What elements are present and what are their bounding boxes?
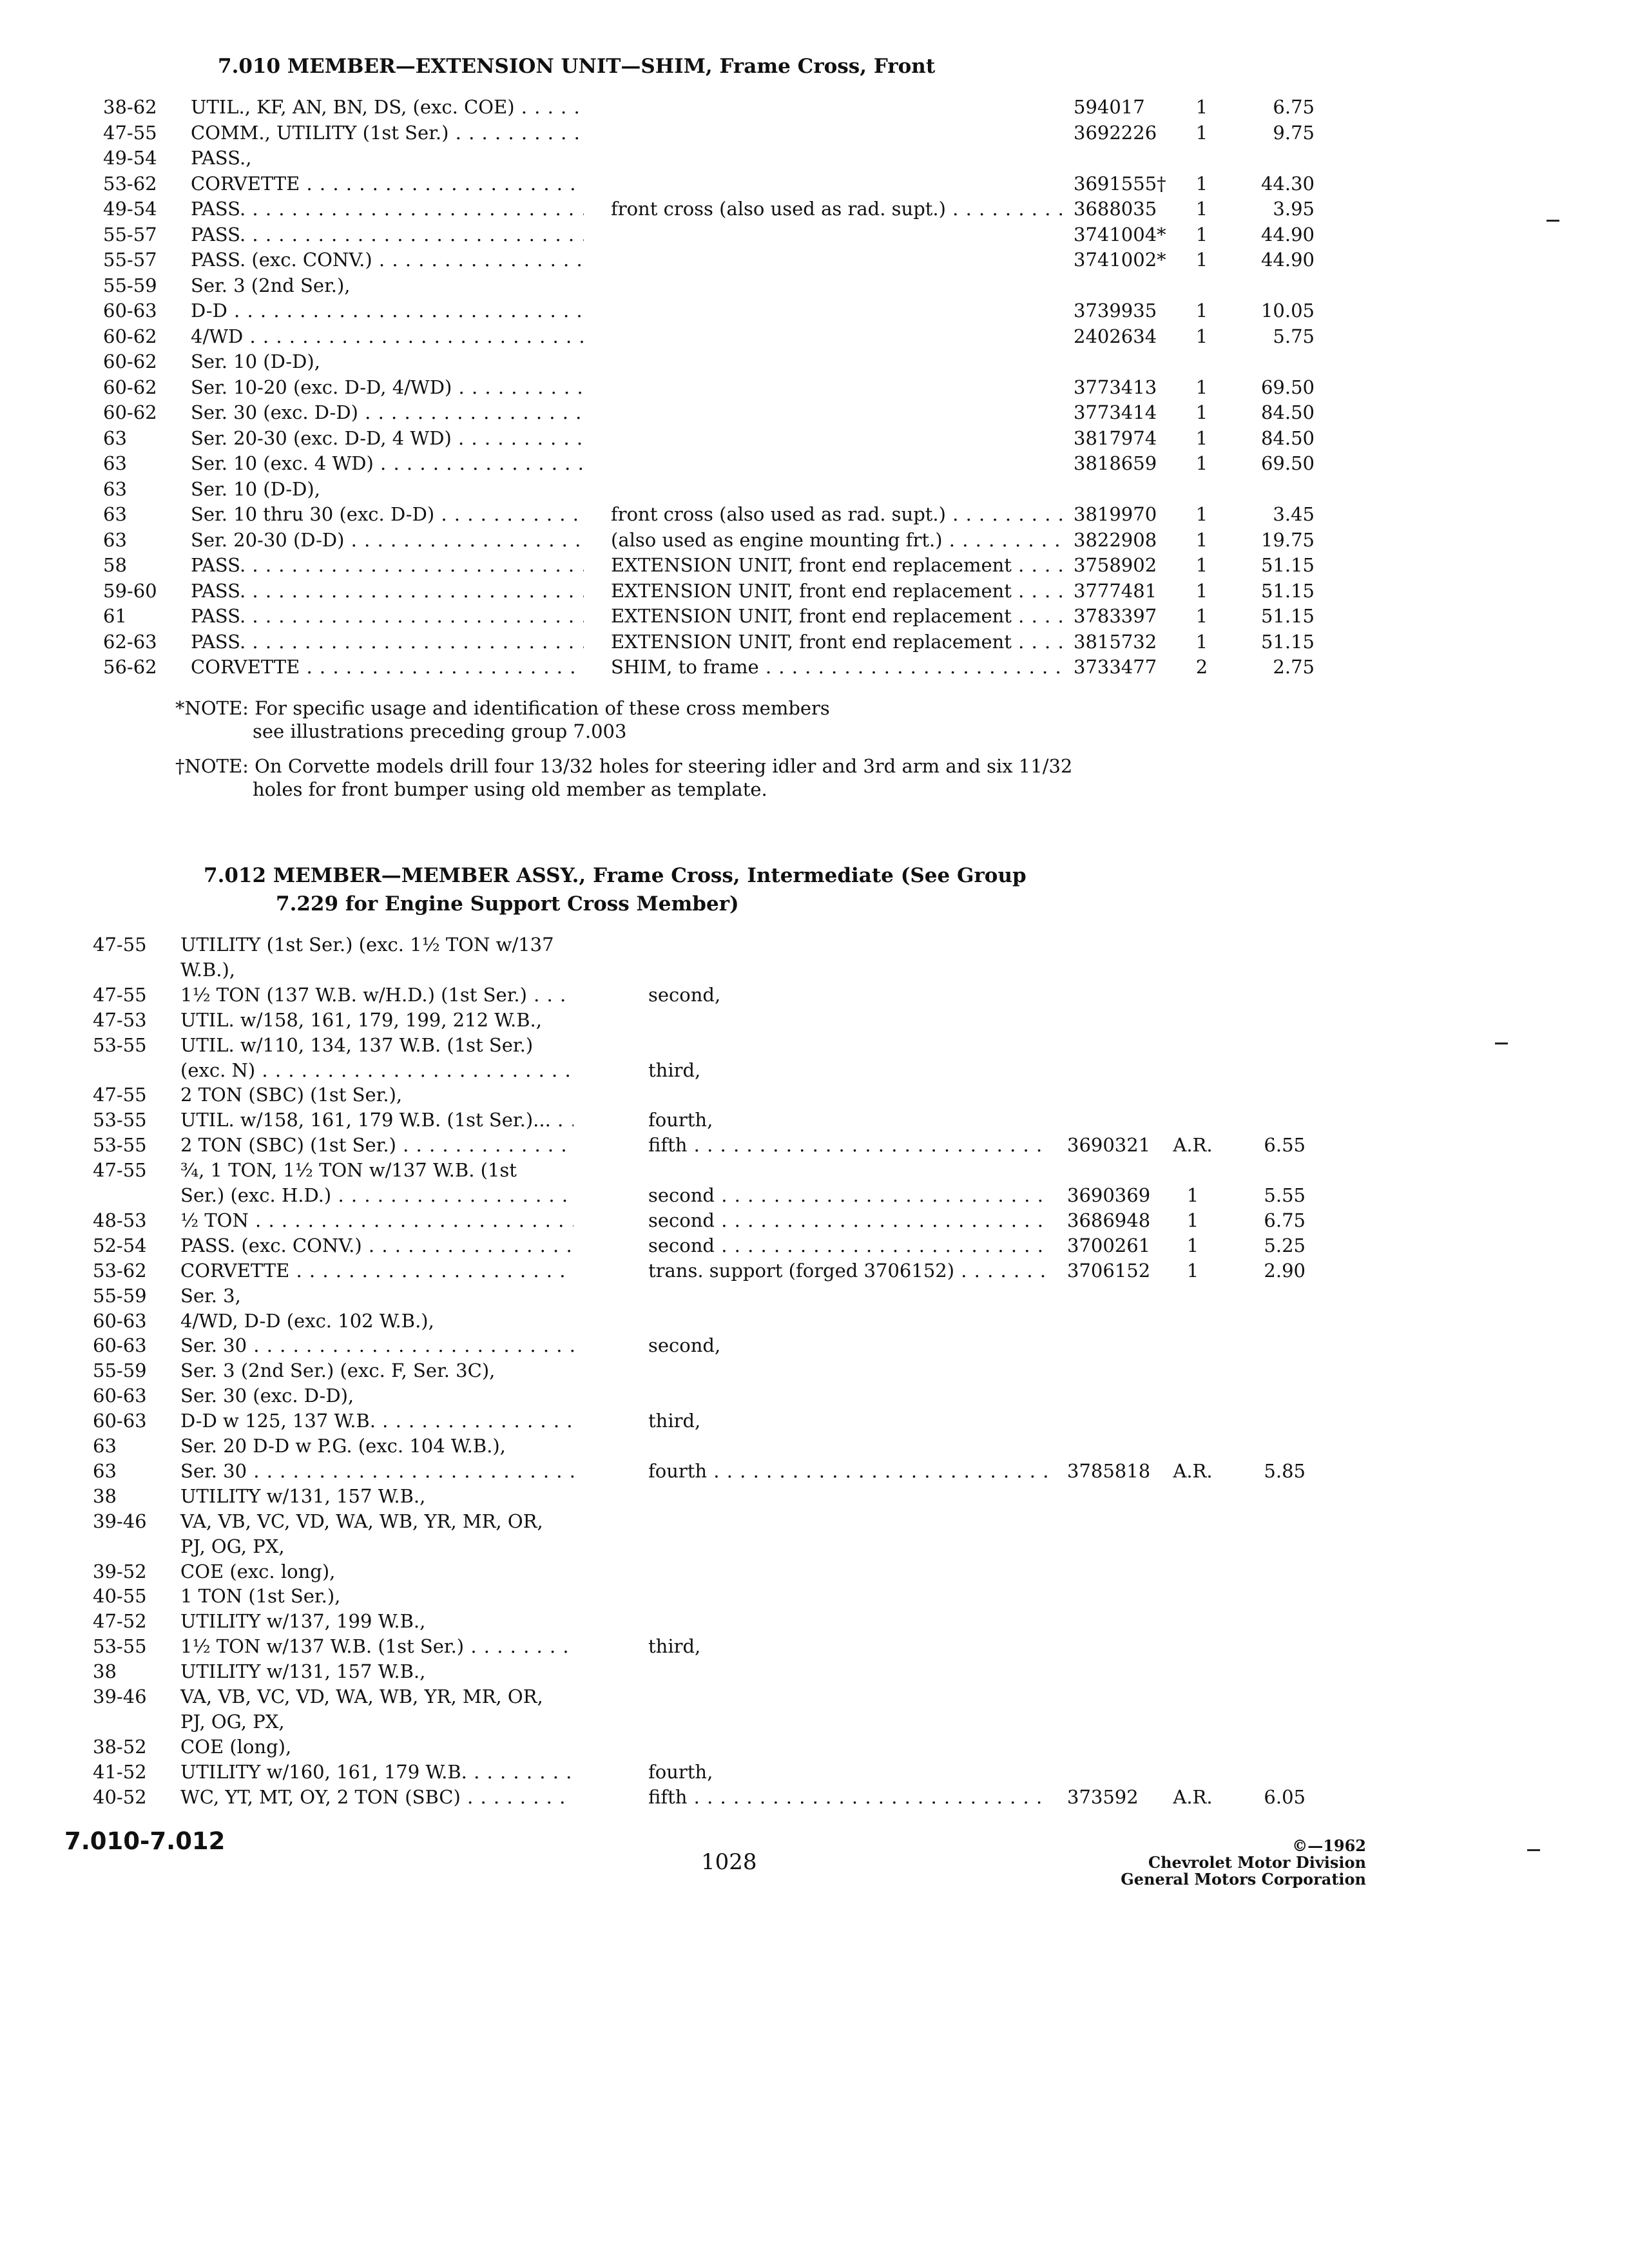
table-row (0, 528, 1629, 554)
list-price: 2.75 (1273, 656, 1315, 678)
quantity: 1 (1195, 401, 1208, 423)
part-specification: second, (648, 1334, 721, 1357)
table-row (0, 427, 1629, 452)
model-years: 39-46 (93, 1686, 147, 1707)
part-specification: front cross (also used as rad. supt.) . . . (611, 197, 1062, 220)
table-row (0, 579, 1629, 605)
part-number: 3785818 (1067, 1459, 1151, 1482)
model-years: 53-55 (93, 1635, 147, 1658)
model-description: CORVETTE . . . (191, 172, 584, 195)
table-row (0, 1158, 1629, 1184)
list-price: 19.75 (1260, 528, 1315, 551)
model-years: 41-52 (93, 1760, 147, 1783)
model-years: 39-52 (93, 1560, 147, 1582)
model-description: PASS. . . . (191, 553, 584, 577)
table-row (0, 1309, 1629, 1335)
table-row (0, 223, 1629, 249)
model-description: PJ, OG, PX, (180, 1535, 285, 1557)
model-description: Ser. 10-20 (exc. D-D, 4/WD) . . . (191, 376, 584, 399)
model-description: Ser. 30 . . . (180, 1459, 574, 1483)
part-specification: second . . . (648, 1209, 1048, 1232)
list-price: 3.45 (1273, 503, 1315, 525)
part-specification: EXTENSION UNIT, front end replacement . . . (611, 630, 1062, 653)
table-row (0, 1735, 1629, 1761)
table-row (0, 1610, 1629, 1635)
model-years: 53-62 (93, 1259, 147, 1282)
list-price: 51.15 (1260, 605, 1315, 627)
model-years: 55-59 (103, 274, 157, 296)
part-specification: fourth . . . (648, 1459, 1048, 1483)
model-years: 60-62 (103, 325, 157, 347)
part-number: 373592 (1067, 1785, 1139, 1808)
table-row (0, 1409, 1629, 1435)
list-price: 10.05 (1260, 300, 1315, 322)
table-row (0, 1184, 1629, 1209)
part-specification: fourth, (648, 1109, 713, 1131)
table-row (0, 325, 1629, 351)
list-price: 3.95 (1273, 198, 1315, 220)
margin-mark-3 (1527, 1849, 1540, 1851)
part-number: 2402634 (1074, 325, 1157, 347)
model-years: 60-63 (103, 300, 157, 322)
quantity: 1 (1195, 121, 1208, 144)
list-price: 44.90 (1260, 223, 1315, 245)
part-number: 3773413 (1074, 376, 1157, 398)
part-specification: third, (648, 1635, 701, 1658)
model-years: 60-63 (93, 1410, 147, 1432)
model-description: PASS. . . . (191, 223, 584, 246)
quantity: 1 (1186, 1209, 1199, 1231)
model-description: Ser. 3, (180, 1284, 241, 1307)
model-years: 55-59 (93, 1360, 147, 1382)
model-years: 62-63 (103, 630, 157, 653)
model-description: PASS. (exc. CONV.) . . . (180, 1234, 574, 1257)
model-years: 53-55 (93, 1109, 147, 1131)
model-description: WC, YT, MT, OY, 2 TON (SBC) . . . (180, 1785, 574, 1809)
list-price: 51.15 (1260, 554, 1315, 576)
model-years: 47-55 (93, 934, 147, 956)
table-row (0, 1760, 1629, 1786)
list-price: 5.55 (1264, 1184, 1306, 1206)
quantity: 1 (1195, 300, 1208, 322)
table-row (0, 503, 1629, 528)
part-specification: EXTENSION UNIT, front end replacement . . . (611, 553, 1062, 577)
table-row (0, 958, 1629, 984)
table-row (0, 933, 1629, 959)
table-row (0, 248, 1629, 274)
model-description: (exc. N) . . . (180, 1059, 574, 1082)
list-price: 5.85 (1264, 1459, 1306, 1482)
table-row (0, 121, 1629, 147)
quantity: 1 (1195, 249, 1208, 271)
model-years: 47-55 (93, 1084, 147, 1106)
model-years: 63 (93, 1459, 117, 1482)
list-price: 9.75 (1273, 121, 1315, 144)
section-heading-7-012-line2: 7.229 for Engine Support Cross Member) (276, 892, 739, 916)
table-row (0, 1584, 1629, 1610)
model-description: PASS. . . . (191, 197, 584, 220)
list-price: 6.05 (1264, 1785, 1306, 1808)
table-row (0, 146, 1629, 172)
quantity: 1 (1195, 630, 1208, 653)
model-years: 63 (103, 477, 127, 500)
model-years: 40-55 (93, 1585, 147, 1608)
quantity: A.R. (1173, 1459, 1213, 1482)
model-description: UTILITY w/137, 199 W.B., (180, 1610, 426, 1633)
model-description: VA, VB, VC, VD, WA, WB, YR, MR, OR, (180, 1686, 543, 1707)
list-price: 84.50 (1260, 401, 1315, 423)
quantity: 1 (1186, 1184, 1199, 1206)
part-specification: fifth . . . (648, 1133, 1048, 1157)
model-years: 53-55 (93, 1033, 147, 1056)
model-years: 63 (103, 503, 127, 525)
section-heading-7-012-line1: 7.012 MEMBER—MEMBER ASSY., Frame Cross, Intermediate (See Group (204, 864, 1027, 887)
note-dagger-line1: †NOTE: On Corvette models drill four 13/32 holes for steering idler and 3rd arm and six 11/32 (175, 755, 1073, 777)
part-number: 3783397 (1074, 605, 1157, 627)
quantity: 1 (1195, 528, 1208, 551)
table-row (0, 1459, 1629, 1485)
model-description: PASS. . . . (191, 579, 584, 602)
model-description: PASS. . . . (191, 630, 584, 653)
model-years: 61 (103, 605, 127, 627)
table-row (0, 1059, 1629, 1084)
quantity: 1 (1195, 503, 1208, 525)
model-description: Ser. 3 (2nd Ser.), (191, 274, 351, 296)
table-row (0, 1259, 1629, 1285)
list-price: 6.75 (1264, 1209, 1306, 1231)
table-row (0, 1108, 1629, 1134)
table-row (0, 1033, 1629, 1059)
model-description: COE (long), (180, 1735, 292, 1758)
part-number: 3733477 (1074, 656, 1157, 678)
model-description: PASS. . . . (191, 604, 584, 628)
table-row (0, 350, 1629, 376)
model-years: 56-62 (103, 656, 157, 678)
margin-mark-2 (1495, 1043, 1508, 1044)
model-description: UTILITY w/160, 161, 179 W.B. . . . (180, 1760, 574, 1783)
part-number: 3741002* (1074, 249, 1166, 271)
model-description: W.B.), (180, 958, 236, 981)
quantity: 1 (1195, 427, 1208, 449)
model-years: 63 (103, 427, 127, 449)
note-asterisk-line1: *NOTE: For specific usage and identification of these cross members (175, 697, 830, 719)
list-price: 5.75 (1273, 325, 1315, 347)
model-years: 40-52 (93, 1785, 147, 1808)
model-description: Ser. 30 (exc. D-D), (180, 1385, 354, 1407)
part-number: 3691555† (1074, 172, 1166, 195)
quantity: 1 (1195, 579, 1208, 602)
table-row (0, 630, 1629, 656)
model-description: 1½ TON w/137 W.B. (1st Ser.) . . . (180, 1635, 574, 1658)
model-description: Ser. 30 (exc. D-D) . . . (191, 401, 584, 424)
part-number: 594017 (1074, 96, 1145, 118)
model-years: 60-62 (103, 351, 157, 372)
table-row (0, 1359, 1629, 1385)
model-years: 38-62 (103, 96, 157, 118)
model-years: 47-52 (93, 1610, 147, 1633)
quantity: 1 (1195, 554, 1208, 576)
list-price: 6.55 (1264, 1134, 1306, 1157)
table-row (0, 1083, 1629, 1109)
quantity: 1 (1186, 1234, 1199, 1256)
note-asterisk-line2: see illustrations preceding group 7.003 (253, 720, 627, 742)
list-price: 84.50 (1260, 427, 1315, 449)
division-line: Chevrolet Motor Division (1148, 1853, 1366, 1872)
table-row (0, 1209, 1629, 1235)
model-description: PJ, OG, PX, (180, 1710, 285, 1733)
model-description: CORVETTE . . . (191, 655, 584, 678)
table-row (0, 983, 1629, 1009)
table-row (0, 376, 1629, 401)
part-specification: EXTENSION UNIT, front end replacement . . . (611, 604, 1062, 628)
quantity: 1 (1195, 376, 1208, 398)
part-number: 3819970 (1074, 503, 1157, 525)
model-description: 2 TON (SBC) (1st Ser.) . . . (180, 1133, 574, 1157)
part-number: 3690321 (1067, 1134, 1151, 1157)
model-description: UTILITY w/131, 157 W.B., (180, 1660, 426, 1683)
model-years: 47-55 (103, 121, 157, 144)
model-description: ½ TON . . . (180, 1209, 574, 1232)
model-years: 38 (93, 1485, 117, 1507)
table-row (0, 477, 1629, 503)
model-years: 60-63 (93, 1385, 147, 1407)
part-number: 3700261 (1067, 1234, 1151, 1256)
model-description: ¾, 1 TON, 1½ TON w/137 W.B. (1st (180, 1159, 517, 1182)
part-number: 3815732 (1074, 630, 1157, 653)
model-years: 49-54 (103, 198, 157, 220)
table-row (0, 274, 1629, 300)
part-number: 3773414 (1074, 401, 1157, 423)
quantity: 1 (1195, 172, 1208, 195)
model-description: PASS. (exc. CONV.) . . . (191, 248, 584, 271)
part-number: 3822908 (1074, 528, 1157, 551)
part-specification: front cross (also used as rad. supt.) . . . (611, 503, 1062, 526)
table-row (0, 1785, 1629, 1811)
model-description: UTILITY w/131, 157 W.B., (180, 1485, 426, 1507)
part-specification: (also used as engine mounting frt.) . . . (611, 528, 1062, 552)
model-years: 38 (93, 1660, 117, 1683)
table-row (0, 95, 1629, 121)
table-row (0, 1384, 1629, 1410)
model-years: 53-55 (93, 1134, 147, 1157)
model-description: Ser. 10 (exc. 4 WD) . . . (191, 452, 584, 475)
model-description: 4/WD, D-D (exc. 102 W.B.), (180, 1309, 434, 1332)
model-years: 49-54 (103, 147, 157, 169)
part-number: 3817974 (1074, 427, 1157, 449)
model-description: UTIL. w/158, 161, 179 W.B. (1st Ser.)... . . . (180, 1108, 574, 1131)
table-row (0, 452, 1629, 477)
list-price: 69.50 (1260, 376, 1315, 398)
model-years: 63 (93, 1435, 117, 1457)
table-row (0, 1635, 1629, 1660)
model-years: 55-57 (103, 249, 157, 271)
table-row (0, 655, 1629, 681)
table-row (0, 1685, 1629, 1711)
model-description: UTIL. w/110, 134, 137 W.B. (1st Ser.) (180, 1033, 534, 1056)
model-years: 47-53 (93, 1008, 147, 1031)
table-row (0, 604, 1629, 630)
model-description: Ser. 10 (D-D), (191, 477, 320, 500)
table-row (0, 1560, 1629, 1586)
model-description: Ser. 10 (D-D), (191, 351, 320, 372)
model-years: 58 (103, 554, 127, 576)
part-number: 3758902 (1074, 554, 1157, 576)
model-description: Ser.) (exc. H.D.) . . . (180, 1184, 574, 1207)
list-price: 51.15 (1260, 630, 1315, 653)
list-price: 51.15 (1260, 579, 1315, 602)
model-years: 63 (103, 452, 127, 474)
table-row (0, 1510, 1629, 1535)
table-row (0, 1710, 1629, 1736)
part-number: 3692226 (1074, 121, 1157, 144)
model-description: 4/WD . . . (191, 325, 584, 348)
table-row (0, 172, 1629, 198)
model-years: 48-53 (93, 1209, 147, 1231)
part-number: 3739935 (1074, 300, 1157, 322)
part-specification: third, (648, 1059, 701, 1081)
model-years: 38-52 (93, 1735, 147, 1758)
model-years: 47-55 (93, 1159, 147, 1182)
model-description: Ser. 20-30 (exc. D-D, 4 WD) . . . (191, 427, 584, 450)
model-years: 60-62 (103, 401, 157, 423)
part-specification: SHIM, to frame . . . (611, 655, 1062, 678)
model-description: COE (exc. long), (180, 1560, 336, 1582)
table-row (0, 401, 1629, 427)
model-years: 60-62 (103, 376, 157, 398)
part-specification: second . . . (648, 1184, 1048, 1207)
model-description: UTILITY (1st Ser.) (exc. 1½ TON w/137 (180, 934, 554, 956)
quantity: 1 (1195, 605, 1208, 627)
part-number: 3777481 (1074, 579, 1157, 602)
part-specification: EXTENSION UNIT, front end replacement . . . (611, 579, 1062, 602)
table-row (0, 1535, 1629, 1561)
model-years: 63 (103, 528, 127, 551)
list-price: 44.90 (1260, 249, 1315, 271)
table-row (0, 1660, 1629, 1686)
model-description: Ser. 20 D-D w P.G. (exc. 104 W.B.), (180, 1435, 506, 1457)
model-description: D-D . . . (191, 299, 584, 322)
corporation-line: General Motors Corporation (1121, 1870, 1366, 1888)
model-years: 55-57 (103, 223, 157, 245)
model-description: Ser. 3 (2nd Ser.) (exc. F, Ser. 3C), (180, 1360, 496, 1382)
table-row (0, 1284, 1629, 1310)
quantity: A.R. (1173, 1785, 1213, 1808)
model-description: Ser. 10 thru 30 (exc. D-D) . . . (191, 503, 584, 526)
part-number: 3818659 (1074, 452, 1157, 474)
part-specification: fourth, (648, 1760, 713, 1783)
model-description: COMM., UTILITY (1st Ser.) . . . (191, 121, 584, 144)
table-row (0, 1334, 1629, 1360)
quantity: 1 (1195, 96, 1208, 118)
margin-mark-1 (1547, 220, 1559, 222)
table-row (0, 1133, 1629, 1159)
table-row (0, 1485, 1629, 1510)
part-number: 3741004* (1074, 223, 1166, 245)
section-heading-7-010: 7.010 MEMBER—EXTENSION UNIT—SHIM, Frame Cross, Front (218, 55, 936, 78)
model-description: UTIL., KF, AN, BN, DS, (exc. COE) . . . (191, 95, 584, 119)
list-price: 69.50 (1260, 452, 1315, 474)
note-dagger-line2: holes for front bumper using old member as template. (253, 778, 767, 800)
quantity: 2 (1195, 656, 1208, 678)
part-specification: second . . . (648, 1234, 1048, 1257)
part-specification: second, (648, 983, 721, 1006)
model-years: 39-46 (93, 1510, 147, 1532)
model-years: 55-59 (93, 1284, 147, 1307)
table-row (0, 553, 1629, 579)
model-description: 1 TON (1st Ser.), (180, 1585, 341, 1608)
model-years: 53-62 (103, 172, 157, 195)
part-number: 3688035 (1074, 198, 1157, 220)
list-price: 44.30 (1260, 172, 1315, 195)
quantity: 1 (1195, 223, 1208, 245)
model-description: Ser. 20-30 (D-D) . . . (191, 528, 584, 552)
quantity: 1 (1195, 325, 1208, 347)
quantity: 1 (1195, 452, 1208, 474)
model-description: Ser. 30 . . . (180, 1334, 574, 1357)
quantity: A.R. (1173, 1134, 1213, 1157)
model-description: PASS., (191, 147, 252, 169)
model-description: UTIL. w/158, 161, 179, 199, 212 W.B., (180, 1008, 542, 1031)
quantity: 1 (1186, 1259, 1199, 1282)
model-years: 60-63 (93, 1334, 147, 1357)
model-years: 60-63 (93, 1309, 147, 1332)
part-specification: trans. support (forged 3706152) . . . (648, 1259, 1048, 1282)
part-specification: third, (648, 1410, 701, 1432)
table-row (0, 197, 1629, 223)
part-number: 3690369 (1067, 1184, 1151, 1206)
table-row (0, 1234, 1629, 1260)
table-row (0, 1008, 1629, 1034)
list-price: 5.25 (1264, 1234, 1306, 1256)
model-description: CORVETTE . . . (180, 1259, 574, 1282)
list-price: 2.90 (1264, 1259, 1306, 1282)
list-price: 6.75 (1273, 96, 1315, 118)
part-number: 3686948 (1067, 1209, 1151, 1231)
table-row (0, 1434, 1629, 1460)
model-description: 1½ TON (137 W.B. w/H.D.) (1st Ser.) . . . (180, 983, 574, 1006)
model-description: VA, VB, VC, VD, WA, WB, YR, MR, OR, (180, 1510, 543, 1532)
model-description: D-D w 125, 137 W.B. . . . (180, 1409, 574, 1432)
part-number: 3706152 (1067, 1259, 1151, 1282)
copyright-line: ©—1962 (1292, 1836, 1366, 1855)
model-years: 47-55 (93, 983, 147, 1006)
model-description: 2 TON (SBC) (1st Ser.), (180, 1084, 403, 1106)
table-row (0, 299, 1629, 325)
part-specification: fifth . . . (648, 1785, 1048, 1809)
model-years: 52-54 (93, 1234, 147, 1256)
group-range-label: 7.010-7.012 (64, 1827, 226, 1855)
page-number: 1028 (701, 1849, 757, 1875)
model-years: 59-60 (103, 579, 157, 602)
quantity: 1 (1195, 198, 1208, 220)
